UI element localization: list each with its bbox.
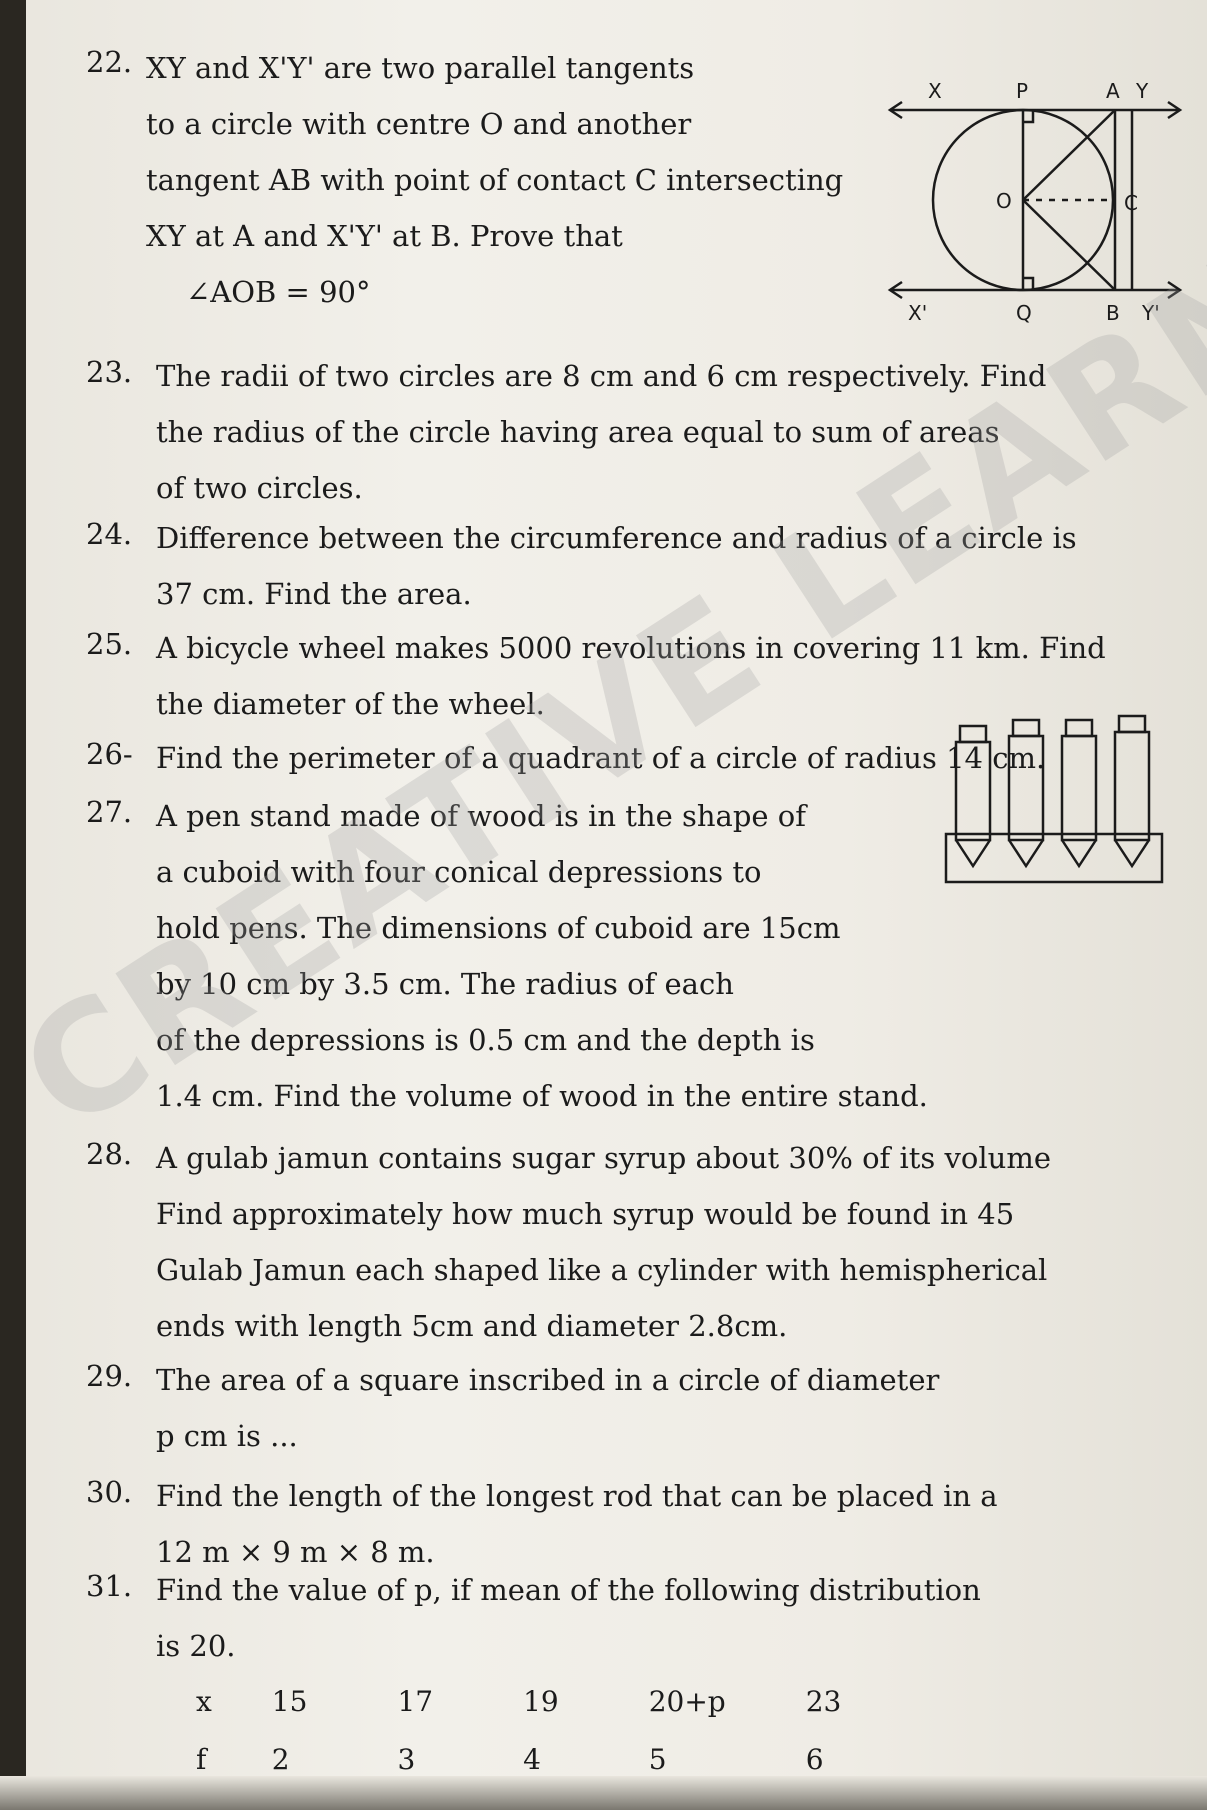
question-26 <box>86 730 1045 786</box>
table-row <box>196 1730 879 1788</box>
label-a: A <box>1106 80 1120 103</box>
question-line: Find approximately how much syrup would be found in 45 <box>156 1197 1015 1231</box>
pen <box>1115 716 1149 866</box>
question-line: 37 cm. Find the area. <box>156 577 472 611</box>
question-line: the diameter of the wheel. <box>156 687 545 721</box>
table-cell: 17 <box>397 1684 434 1718</box>
page-edge-left <box>0 0 26 1810</box>
pen-stand-figure <box>940 706 1170 926</box>
question-number: 22. <box>86 45 133 79</box>
table-cell: 6 <box>805 1742 824 1776</box>
question-22 <box>86 40 844 320</box>
question-line: to a circle with centre O and another <box>146 107 692 141</box>
table-row <box>196 1672 879 1730</box>
question-23 <box>86 348 1046 516</box>
question-24 <box>86 510 1077 622</box>
row-label-x: x <box>196 1684 212 1718</box>
question-line: Difference between the circumference and radius of a circle is <box>156 521 1077 555</box>
question-line: ∠AOB = 90° <box>186 275 371 309</box>
question-line: Find the perimeter of a quadrant of a circle of radius 14 cm. <box>156 741 1046 775</box>
question-line: Find the value of p, if mean of the following distribution <box>156 1573 981 1607</box>
circle-tangent-figure <box>880 80 1200 340</box>
table-cell: 2 <box>271 1742 290 1776</box>
label-b: B <box>1106 301 1120 325</box>
table-cell: 3 <box>397 1742 416 1776</box>
label-o: O <box>996 189 1012 213</box>
question-number: 26- <box>86 737 133 771</box>
label-y: Y <box>1136 80 1149 103</box>
question-line: by 10 cm by 3.5 cm. The radius of each <box>156 967 734 1001</box>
question-line: is 20. <box>156 1629 236 1663</box>
question-line: A gulab jamun contains sugar syrup about 30% of its volume <box>156 1141 1051 1175</box>
question-line: Find the length of the longest rod that can be placed in a <box>156 1479 998 1513</box>
question-number: 23. <box>86 355 133 389</box>
table-cell: 15 <box>271 1684 308 1718</box>
label-p: P <box>1016 80 1029 103</box>
question-line: the radius of the circle having area equal to sum of areas <box>156 415 1000 449</box>
table-cell: 23 <box>805 1684 842 1718</box>
question-line: XY and X'Y' are two parallel tangents <box>146 51 695 85</box>
label-y-prime: Y' <box>1142 301 1160 325</box>
question-line: 1.4 cm. Find the volume of wood in the entire stand. <box>156 1079 928 1113</box>
table-cell: 20+p <box>648 1684 726 1718</box>
question-line: A bicycle wheel makes 5000 revolutions in covering 11 km. Find <box>156 631 1106 665</box>
question-31 <box>86 1562 981 1674</box>
question-number: 31. <box>86 1569 133 1603</box>
question-line: a cuboid with four conical depressions to <box>156 855 762 889</box>
question-number: 30. <box>86 1475 133 1509</box>
pen <box>1009 720 1043 866</box>
question-line: of the depressions is 0.5 cm and the depth is <box>156 1023 815 1057</box>
distribution-table <box>196 1672 879 1788</box>
question-line: of two circles. <box>156 471 363 505</box>
question-line: ends with length 5cm and diameter 2.8cm. <box>156 1309 788 1343</box>
question-number: 24. <box>86 517 133 551</box>
question-line: Gulab Jamun each shaped like a cylinder with hemispherical <box>156 1253 1048 1287</box>
question-number: 29. <box>86 1359 133 1393</box>
label-q: Q <box>1016 301 1032 325</box>
pen <box>956 726 990 866</box>
label-x: X <box>928 80 942 103</box>
question-27 <box>86 788 928 1124</box>
question-line: hold pens. The dimensions of cuboid are 15cm <box>156 911 841 945</box>
question-line: tangent AB with point of contact C intersecting <box>146 163 844 197</box>
label-c: C <box>1124 191 1138 215</box>
question-line: A pen stand made of wood is in the shape of <box>156 799 806 833</box>
table-cell: 5 <box>648 1742 667 1776</box>
row-label-f: f <box>196 1742 207 1776</box>
question-number: 25. <box>86 627 133 661</box>
pen <box>1062 720 1096 866</box>
question-line: p cm is ... <box>156 1419 298 1453</box>
label-x-prime: X' <box>908 301 928 325</box>
question-number: 28. <box>86 1137 133 1171</box>
question-line: The radii of two circles are 8 cm and 6 cm respectively. Find <box>156 359 1047 393</box>
table-cell: 19 <box>523 1684 559 1718</box>
question-line: XY at A and X'Y' at B. Prove that <box>146 219 623 253</box>
question-line: The area of a square inscribed in a circle of diameter <box>156 1363 940 1397</box>
question-number: 27. <box>86 795 133 829</box>
question-28 <box>86 1130 1051 1354</box>
question-29 <box>86 1352 939 1464</box>
table-cell: 4 <box>523 1742 541 1776</box>
question-line: 12 m × 9 m × 8 m. <box>156 1535 435 1569</box>
